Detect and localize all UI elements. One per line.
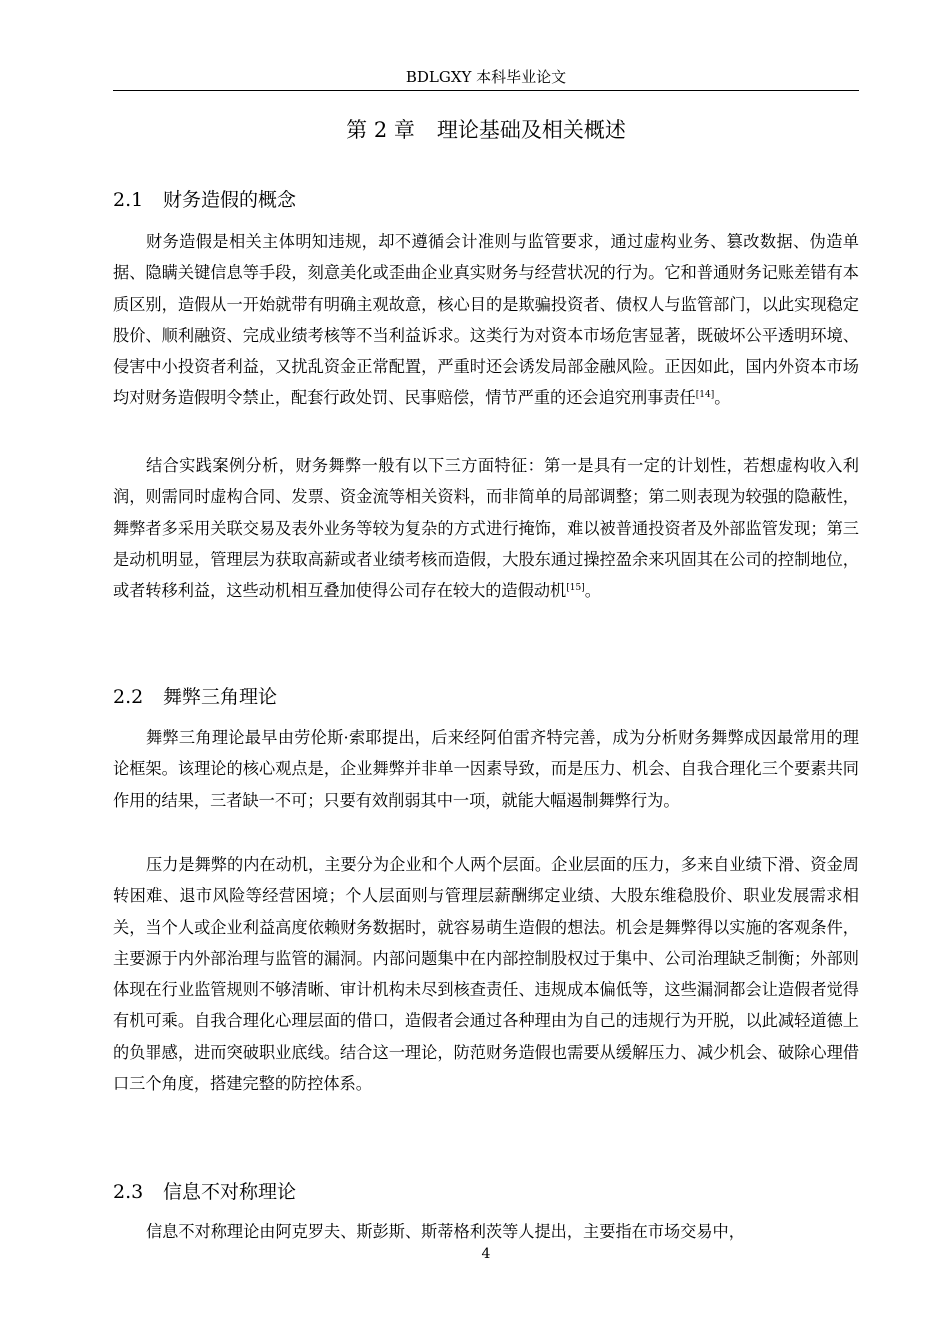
- section-title: 财务造假的概念: [163, 189, 297, 211]
- section-heading-2-1: [113, 187, 296, 213]
- page-number: 4: [481, 1246, 491, 1262]
- paragraph: 结合实践案例分析，财务舞弊一般有以下三方面特征：第一是具有一定的计划性，若想虚构收入利润，则需同时虚构合同、发票、资金流等相关资料，而非简单的局部调整；第二则表现为较强的隐蔽性，舞弊者多采用关联交易及表外业务等较为复杂的方式进行掩饰，难以被普通投资者及外部监管发现；第三是动机明显，管理层为获取高薪或者业绩考核而造假，大股东通过操控盈余来巩固其在公司的控制地位，或者转移利益，这些动机相互叠加使得公司存在较大的造假动机[15]。: [113, 456, 859, 601]
- paragraph: 舞弊三角理论最早由劳伦斯·索耶提出，后来经阿伯雷齐特完善，成为分析财务舞弊成因最常用的理论框架。该理论的核心观点是，企业舞弊并非单一因素导致，而是压力、机会、自我合理化三个要素共同作用的结果，三者缺一不可；只要有效削弱其中一项，就能大幅遏制舞弊行为。: [113, 728, 859, 810]
- paragraph: 财务造假是相关主体明知违规，却不遵循会计准则与监管要求，通过虚构业务、篡改数据、伪造单据、隐瞒关键信息等手段，刻意美化或歪曲企业真实财务与经营状况的行为。它和普通财务记账差错有本质区别，造假从一开始就带有明确主观故意，核心目的是欺骗投资者、债权人与监管部门，以此实现稳定股价、顺利融资、完成业绩考核等不当利益诉求。这类行为对资本市场危害显著，既破坏公平透明环境、侵害中小投资者利益，又扰乱资金正常配置，严重时还会诱发局部金融风险。正因如此，国内外资本市场均对财务造假明令禁止，配套行政处罚、民事赔偿，情节严重的还会追究刑事责任[14]。: [113, 232, 859, 408]
- section-heading-2-3: [113, 1179, 296, 1205]
- citation: [14]: [695, 390, 715, 401]
- section-number: 2.1: [113, 189, 144, 211]
- chapter-number: 第 2 章: [346, 118, 415, 142]
- chapter-name: 理论基础及相关概述: [436, 118, 626, 142]
- section-title: 舞弊三角理论: [163, 686, 278, 708]
- section-title: 信息不对称理论: [163, 1181, 297, 1203]
- paragraph: 压力是舞弊的内在动机，主要分为企业和个人两个层面。企业层面的压力，多来自业绩下滑、资金周转困难、退市风险等经营困境；个人层面则与管理层薪酬绑定业绩、大股东维稳股价、职业发展需求相关，当个人或企业利益高度依赖财务数据时，就容易萌生造假的想法。机会是舞弊得以实施的客观条件，主要源于内外部治理与监管的漏洞。内部问题集中在内部控制股权过于集中、公司治理缺乏制衡；外部则体现在行业监管规则不够清晰、审计机构未尽到核查责任、违规成本偏低等，这些漏洞都会让造假者觉得有机可乘。自我合理化心理层面的借口，造假者会通过各种理由为自己的违规行为开脱，以此减轻道德上的负罪感，进而突破职业底线。结合这一理论，防范财务造假也需要从缓解压力、减少机会、破除心理借口三个角度，搭建完整的防控体系。: [113, 855, 859, 1094]
- section-number: 2.3: [113, 1181, 144, 1203]
- paragraph: 信息不对称理论由阿克罗夫、斯彭斯、斯蒂格利茨等人提出，主要指在市场交易中，: [146, 1222, 745, 1241]
- running-header: BDLGXY 本科毕业论文: [405, 68, 567, 86]
- chapter-title: [113, 116, 859, 144]
- section-heading-2-2: [113, 684, 277, 710]
- section-number: 2.2: [113, 686, 144, 708]
- header-divider: [113, 90, 859, 91]
- citation: [15]: [566, 583, 585, 594]
